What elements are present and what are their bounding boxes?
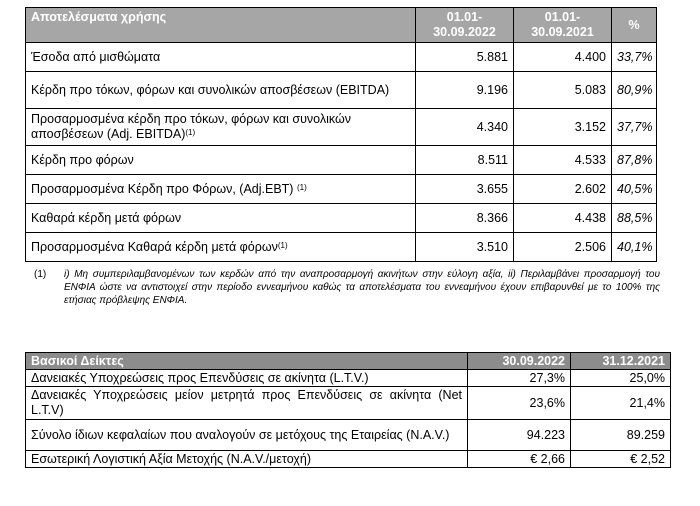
value-col2: € 2,52 <box>571 451 671 468</box>
results-table <box>25 7 657 262</box>
value-2021: 2.506 <box>514 233 612 262</box>
results-header-2021: 01.01-30.09.2021 <box>514 8 612 43</box>
row-label: Προσαρμοσμένα κέρδη προ τόκων, φόρων και συνολικών αποσβέσεων (Adj. EBITDA)$^{(1)}$ <box>26 109 416 146</box>
value-2021: 4.533 <box>514 146 612 175</box>
value-pct: 80,9% <box>612 72 657 109</box>
table-row <box>26 72 657 109</box>
results-header-pct: % <box>612 8 657 43</box>
row-label: Έσοδα από μισθώματα <box>26 43 416 72</box>
footnote-text: i) Μη συμπεριλαμβανομένων των κερδών από την αναπροσαρμογή ακινήτων στην εύλογη αξία, ii) Περιλαμβάνει προσαρμογή του ΕΝΦΙΑ ώστε να αντιστοιχεί στην περίοδο εννεαμήνου καθώς τα αποτελέσματα του εννεαμήνου έχουν επιβαρυνθεί με το 100% της ετήσιας πρόβλεψης ΕΝΦΙΑ. <box>64 269 660 306</box>
table-row <box>26 146 657 175</box>
table-row <box>26 387 671 420</box>
value-col1: € 2,66 <box>468 451 571 468</box>
footnote-ref: (1) <box>277 240 288 250</box>
value-2022: 8.511 <box>416 146 514 175</box>
value-2022: 8.366 <box>416 204 514 233</box>
value-2022: 4.340 <box>416 109 514 146</box>
footnote <box>34 268 660 307</box>
value-pct: 37,7% <box>612 109 657 146</box>
value-2021: 4.400 <box>514 43 612 72</box>
indicators-table <box>25 352 671 468</box>
row-label: Δανειακές Υποχρεώσεις προς Επενδύσεις σε ακίνητα (L.T.V.) <box>26 370 468 387</box>
value-pct: 88,5% <box>612 204 657 233</box>
value-2022: 3.655 <box>416 175 514 204</box>
row-label: Κέρδη προ τόκων, φόρων και συνολικών αποσβέσεων (EBITDA) <box>26 72 416 109</box>
row-label: Δανειακές Υποχρεώσεις μείον μετρητά προς Επενδύσεις σε ακίνητα (Net L.T.V) <box>26 387 468 420</box>
footnote-mark: (1) <box>34 269 47 280</box>
row-label: Προσαρμοσμένα Κέρδη προ Φόρων, (Adj.EBT) $^{(1)}$ <box>26 175 416 204</box>
indicators-header-label: Βασικοί Δείκτες <box>26 353 468 370</box>
results-header-2022: 01.01-30.09.2022 <box>416 8 514 43</box>
value-pct: 40,5% <box>612 175 657 204</box>
table-row <box>26 109 657 146</box>
value-2021: 5.083 <box>514 72 612 109</box>
table-row <box>26 233 657 262</box>
row-label: Σύνολο ίδιων κεφαλαίων που αναλογούν σε μετόχους της Εταιρείας (N.A.V.) <box>26 420 468 451</box>
value-2022: 3.510 <box>416 233 514 262</box>
value-2022: 9.196 <box>416 72 514 109</box>
value-2021: 2.602 <box>514 175 612 204</box>
row-label: Εσωτερική Λογιστική Αξία Μετοχής (N.A.V./μετοχή) <box>26 451 468 468</box>
results-header-label: Αποτελέσματα χρήσης <box>26 8 416 43</box>
value-col1: 27,3% <box>468 370 571 387</box>
table-row <box>26 370 671 387</box>
row-label: Κέρδη προ φόρων <box>26 146 416 175</box>
value-2021: 3.152 <box>514 109 612 146</box>
footnote-ref: (1) <box>185 128 196 137</box>
value-col2: 89.259 <box>571 420 671 451</box>
indicators-header-col1: 30.09.2022 <box>468 353 571 370</box>
table-row <box>26 43 657 72</box>
table-row <box>26 420 671 451</box>
indicators-header-row <box>26 353 671 370</box>
footnote-ref: (1) <box>296 182 307 192</box>
value-col2: 21,4% <box>571 387 671 420</box>
table-row <box>26 175 657 204</box>
value-pct: 33,7% <box>612 43 657 72</box>
value-pct: 40,1% <box>612 233 657 262</box>
results-header-row <box>26 8 657 43</box>
value-col1: 94.223 <box>468 420 571 451</box>
table-row <box>26 204 657 233</box>
value-pct: 87,8% <box>612 146 657 175</box>
value-col1: 23,6% <box>468 387 571 420</box>
value-2021: 4.438 <box>514 204 612 233</box>
table-row <box>26 451 671 468</box>
value-col2: 25,0% <box>571 370 671 387</box>
row-label: Καθαρά κέρδη μετά φόρων <box>26 204 416 233</box>
row-label: Προσαρμοσμένα Καθαρά κέρδη μετά φόρων$^{(1)}$ <box>26 233 416 262</box>
value-2022: 5.881 <box>416 43 514 72</box>
indicators-header-col2: 31.12.2021 <box>571 353 671 370</box>
